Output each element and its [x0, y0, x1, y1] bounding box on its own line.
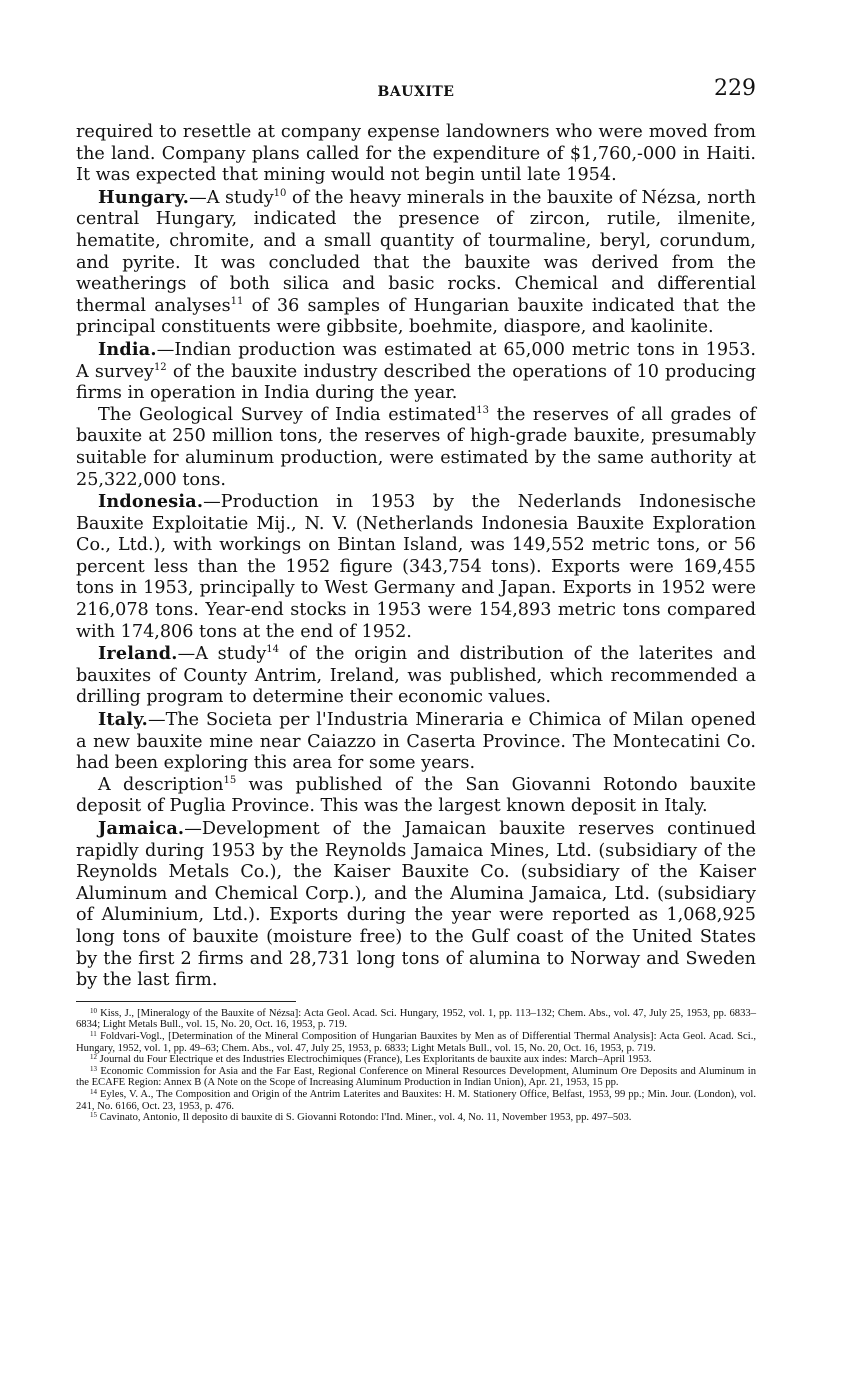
paragraph-ireland: [76, 643, 756, 709]
footnote-number: 12: [90, 1053, 97, 1062]
footnote: [76, 1089, 756, 1112]
page-number: 229: [714, 76, 756, 101]
footnote: [76, 1066, 756, 1089]
section-heading: Indonesia.: [98, 491, 204, 513]
footnote-text: Eyles, V. A., The Composition and Origin of the Antrim Laterites and Bauxites: H. M. Stationery Office, Belfast, 1953, 99 pp.; Min. Jour. (London), vol. 241, No. 6166, Oct. 23, 1953, p. 476.: [76, 1088, 756, 1112]
footnote-ref[interactable]: 14: [266, 644, 280, 656]
paragraph-text: of the bauxite industry described the operations of 10 producing firms in operation in India during the year.: [76, 361, 756, 404]
paragraph-text: of 36 samples of Hungarian bauxite indicated that the principal constituents were gibbsite, boehmite, diaspore, and kaolinite.: [76, 295, 756, 338]
paragraph-text: —Production in 1953 by the Nederlands Indonesische Bauxite Exploitatie Mij., N. V. (Netherlands Indonesia Bauxite Exploration Co., Ltd.), with workings on Bintan Island, was 149,552 metric tons, or 56 percent less than the 1952 figure (343,754 tons). Exports were 169,455 tons in 1953, principally to West Germany and Japan. Exports in 1952 were 216,078 tons. Year-end stocks in 1953 were 154,893 metric tons compared with 174,806 tons at the end of 1952.: [76, 492, 756, 642]
section-heading: Ireland.: [98, 643, 178, 665]
footnote-text: Kiss, J., [Mineralogy of the Bauxite of Nézsa]: Acta Geol. Acad. Sci. Hungary, 1952, vol. 1, pp. 113–132; Chem. Abs., vol. 47, July 25, 1953, pp. 6833–6834; Light Metals Bull., vol. 15, No. 20, Oct. 16, 1953, p. 719.: [76, 1007, 756, 1031]
paragraph-text: of the heavy minerals in the bauxite of Nézsa, north central Hungary, indicated the presence of zircon, rutile, ilmenite, hematite, chromite, and a small quantity of tourmaline, beryl, corundum, and pyrite. It was concluded that the bauxite was derived from the weatherings of both silica and basic rocks. Chemical and differential thermal analyses: [76, 187, 756, 316]
body-text: [76, 122, 756, 992]
paragraph-text: —Indian production was estimated at 65,000 metric tons in 1953. A survey: [76, 339, 756, 382]
paragraph-text: of the origin and distribution of the laterites and bauxites of County Antrim, Ireland, was published, which recommended a drilling program to determine their economic values.: [76, 644, 756, 708]
section-heading: India.: [98, 338, 157, 360]
footnote-number: 11: [90, 1029, 97, 1038]
paragraph-text: —A study: [177, 644, 267, 665]
section-heading: Italy.: [98, 709, 148, 731]
paragraph-india: [76, 339, 756, 405]
footnote-divider: [76, 1001, 296, 1002]
paragraph-continuation: [76, 122, 756, 187]
paragraph-text: required to resettle at company expense landowners who were moved from the land. Company plans called for the expenditure of $1,760,-000 in Haiti. It was expected that mining would not begin until late 1954.: [76, 122, 756, 186]
paragraph-text: The Geological Survey of India estimated: [98, 404, 477, 425]
paragraph-text: A description: [98, 774, 224, 795]
paragraph-italy-deposit: [76, 775, 756, 818]
footnotes: [76, 1008, 756, 1124]
footnote: [76, 1112, 756, 1124]
paragraph-text: —A study: [189, 187, 274, 208]
footnote-number: 15: [90, 1111, 97, 1120]
paragraph-jamaica: [76, 818, 756, 992]
footnote-text: Journal du Four Electrique et des Industries Electrochimiques (France), Les Exploritants de bauxite aux indes: March–April 1953.: [99, 1054, 652, 1066]
footnote-text: Foldvari-Vogl., [Determination of the Mineral Composition of Hungarian Bauxites by Men as of Differential Thermal Analysis]: Acta Geol. Acad. Sci., Hungary, 1952, vol. 1, pp. 49–63; Chem. Abs., vol. 47, July 25, 1953, p. 6833; Light Metals Bull., vol. 15, No. 20, Oct. 16, 1953, p. 719.: [76, 1030, 756, 1054]
footnote-number: 13: [90, 1064, 97, 1073]
footnote-ref[interactable]: 11: [230, 295, 244, 307]
paragraph-indonesia: [76, 491, 756, 643]
paragraph-italy: [76, 709, 756, 775]
paragraph-text: was published of the San Giovanni Rotondo bauxite deposit of Puglia Province. This was the largest known deposit in Italy.: [76, 774, 757, 817]
footnote: [76, 1008, 756, 1031]
footnote: [76, 1054, 756, 1066]
section-heading: Jamaica.: [98, 818, 185, 839]
footnote-ref[interactable]: 13: [476, 404, 490, 416]
footnote-number: 14: [90, 1087, 97, 1096]
running-header: [76, 76, 756, 110]
document-page: [76, 76, 756, 1124]
paragraph-text: —The Societa per l'Industria Mineraria e Chimica of Milan opened a new bauxite mine near Caiazzo in Caserta Province. The Montecatini Co. had been exploring this area for some years.: [76, 710, 756, 774]
footnote-number: 10: [90, 1006, 97, 1015]
running-title: BAUXITE: [377, 84, 455, 100]
footnote-text: Economic Commission for Asia and the Far East, Regional Conference on Mineral Resources Development, Aluminum Ore Deposits and Aluminum in the ECAFE Region: Annex B (A Note on the Scope of Increasing Aluminum Production in Indian Union), Apr. 21, 1953, 15 pp.: [76, 1065, 756, 1089]
paragraph-hungary: [76, 187, 756, 339]
section-heading: Hungary.: [98, 186, 190, 208]
paragraph-text: —Development of the Jamaican bauxite reserves continued rapidly during 1953 by the Reynolds Jamaica Mines, Ltd. (subsidiary of the Reynolds Metals Co.), the Kaiser Bauxite Co. (subsidiary of the Kaiser Aluminum and Chemical Corp.), and the Alumina Jamaica, Ltd. (subsidiary of Aluminium, Ltd.). Exports during the year were reported as 1,068,925 long tons of bauxite (moisture free) to the Gulf coast of the United States by the first 2 firms and 28,731 long tons of alumina to Norway and Sweden by the last firm.: [76, 819, 756, 991]
paragraph-text: the reserves of all grades of bauxite at 250 million tons, the reserves of high-grade bauxite, presumably suitable for aluminum production, were estimated by the same authority at 25,322,000 tons.: [76, 404, 756, 490]
footnote: [76, 1031, 756, 1054]
footnote-ref[interactable]: 12: [153, 361, 167, 373]
footnote-text: Cavinato, Antonio, Il deposito di bauxite di S. Giovanni Rotondo: l'Ind. Miner., vol. 4, No. 11, November 1953, pp. 497–503.: [99, 1112, 632, 1124]
paragraph-india-reserves: [76, 405, 756, 491]
footnote-ref[interactable]: 15: [223, 774, 237, 786]
footnote-ref[interactable]: 10: [273, 187, 287, 199]
